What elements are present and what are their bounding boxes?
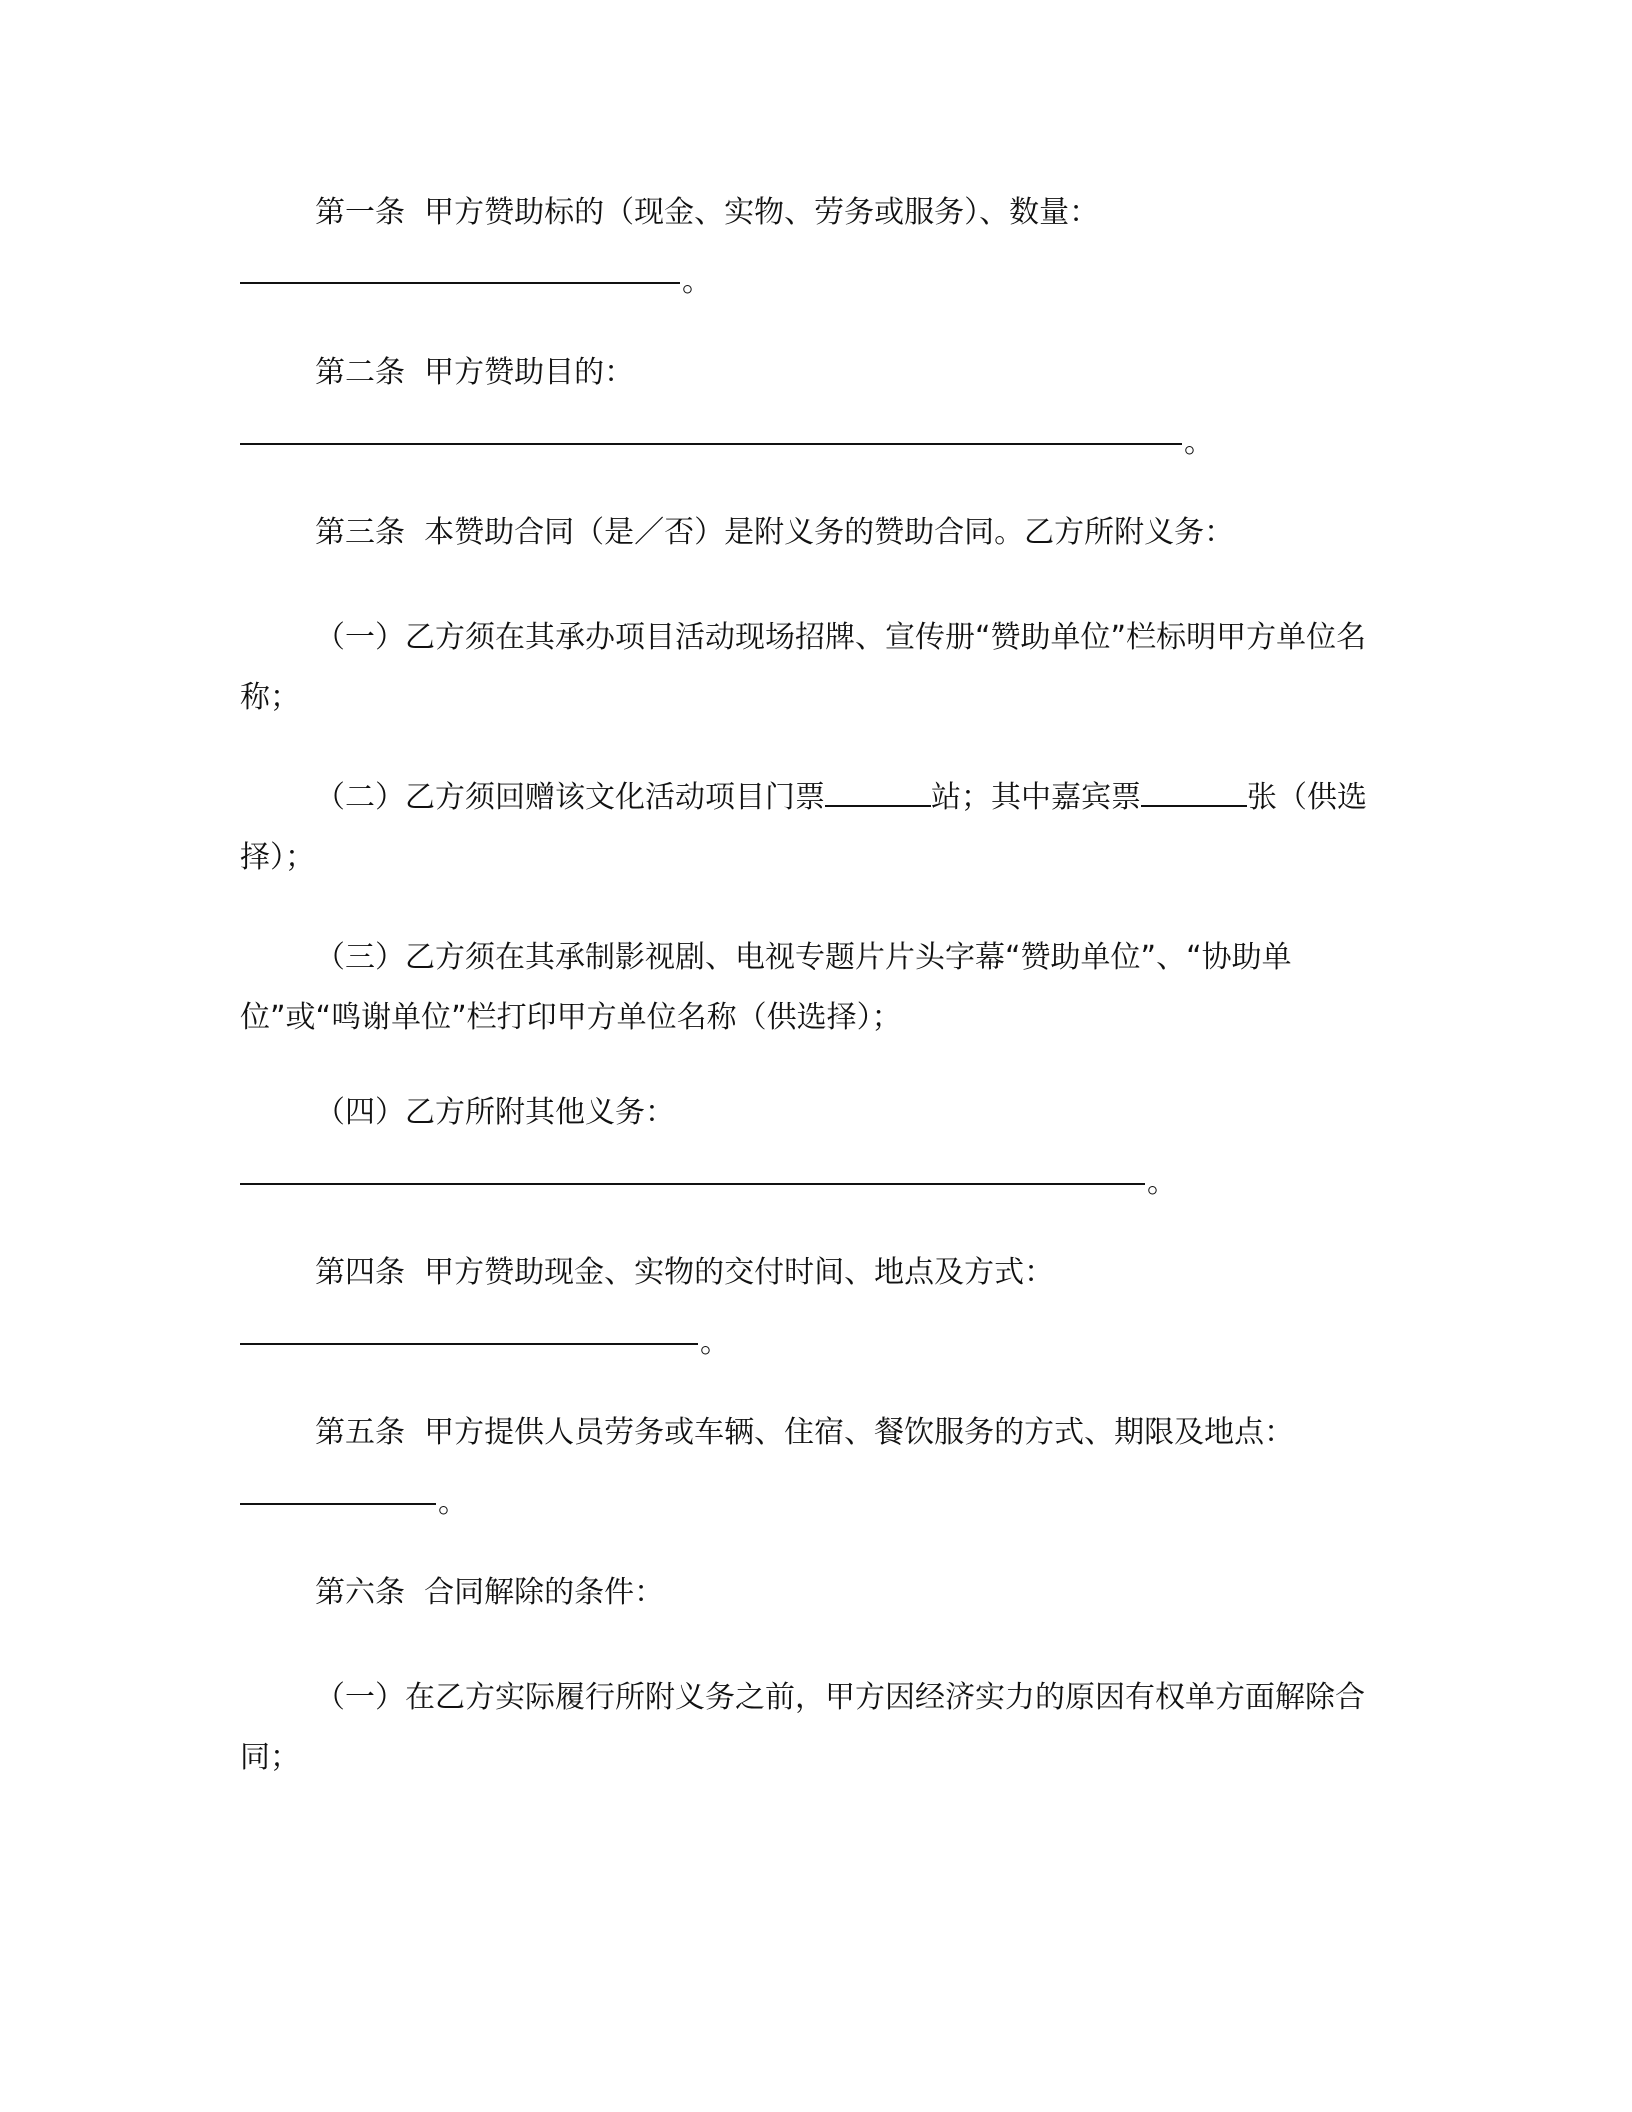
article-3 [240, 503, 1370, 563]
article-1 [240, 183, 1370, 243]
article-1-label: 第一条 [315, 195, 405, 230]
article-4-blank: 。 [240, 1323, 730, 1363]
ticket-count-blank [825, 779, 931, 807]
article-4 [240, 1243, 1370, 1303]
guest-ticket-count-blank [1141, 779, 1247, 807]
fill-in-blank [240, 1323, 698, 1345]
article-3-item-3: （三）乙方须在其承制影视剧、电视专题片片头字幕“赞助单位”、“协助单位”或“鸣谢单位”栏打印甲方单位名称（供选择）； [240, 940, 1292, 1035]
article-5-blank: 。 [240, 1483, 468, 1523]
article-5-text: 甲方提供人员劳务或车辆、住宿、餐饮服务的方式、期限及地点： [424, 1415, 1295, 1450]
article-4-text: 甲方赞助现金、实物的交付时间、地点及方式： [424, 1255, 1055, 1290]
article-6 [240, 1563, 1370, 1623]
fill-in-blank [240, 423, 1182, 445]
article-2-label: 第二条 [315, 355, 405, 390]
article-5 [240, 1403, 1370, 1463]
article-3-item-2: （二）乙方须回赠该文化活动项目门票 站；其中嘉宾票 张（供选择）； [240, 780, 1367, 875]
article-5-label: 第五条 [315, 1415, 405, 1450]
article-2 [240, 343, 1370, 403]
article-3-label: 第三条 [315, 515, 405, 550]
article-2-blank: 。 [240, 423, 1214, 463]
article-4-label: 第四条 [315, 1255, 405, 1290]
article-3-item-4: （四）乙方所附其他义务： [315, 1095, 675, 1130]
article-6-label: 第六条 [315, 1575, 405, 1610]
article-1-blank: 。 [240, 262, 712, 302]
article-6-item-1: （一）在乙方实际履行所附义务之前，甲方因经济实力的原因有权单方面解除合同； [240, 1680, 1365, 1775]
article-3-item-4-blank: 。 [240, 1163, 1177, 1203]
fill-in-blank [240, 262, 680, 284]
article-2-text: 甲方赞助目的： [424, 355, 635, 390]
fill-in-blank [240, 1483, 436, 1505]
fill-in-blank [240, 1163, 1145, 1185]
article-3-item-1: （一）乙方须在其承办项目活动现场招牌、宣传册“赞助单位”栏标明甲方单位名称； [240, 620, 1367, 715]
article-6-text: 合同解除的条件： [424, 1575, 665, 1610]
article-1-text: 甲方赞助标的（现金、实物、劳务或服务）、数量： [424, 195, 1100, 230]
article-3-text: 本赞助合同（是／否）是附义务的赞助合同。乙方所附义务： [424, 515, 1235, 550]
